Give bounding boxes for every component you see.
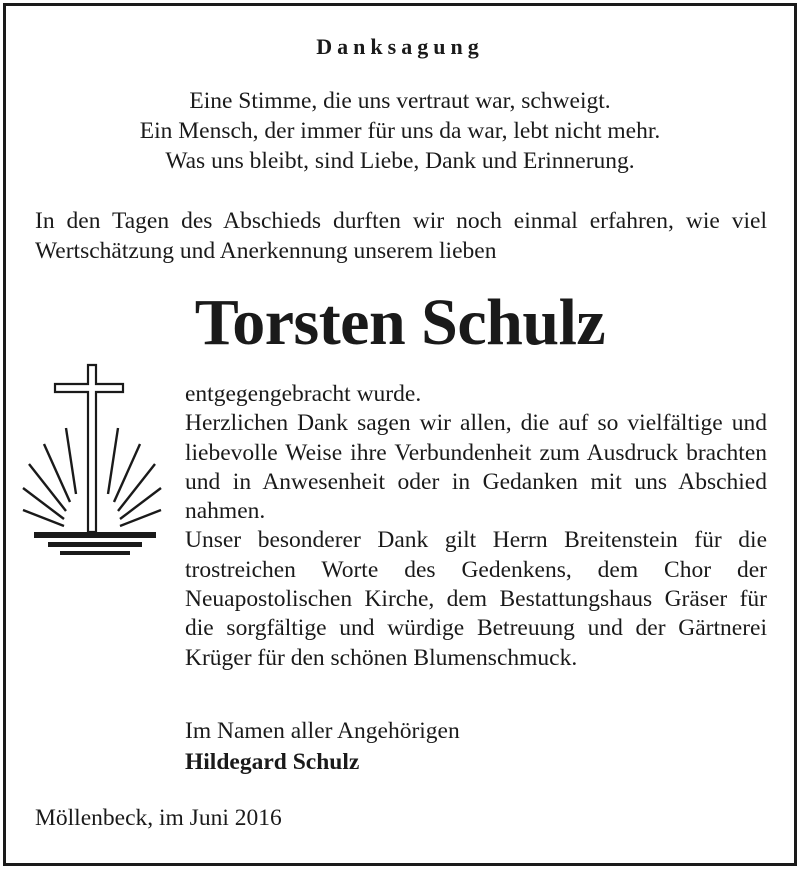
verse-line: Ein Mensch, der immer für uns da war, lebt nicht mehr.: [139, 118, 661, 144]
cross-shape: [55, 365, 123, 532]
water-waves: [34, 532, 156, 555]
verse-line: Was uns bleibt, sind Liebe, Dank und Erinnerung.: [165, 148, 635, 174]
cross-sunrise-icon: [20, 360, 170, 560]
body-paragraph: Unser besonderer Dank gilt Herrn Breitenstein für die trostreichen Worte des Gedenkens, dem Chor der Neuapostolischen Kirche, dem Bestattungshaus Gräser für die sorgfältige und würdige Betreuung und der Gärtnerei Krüger für den schönen Blumenschmuck.: [185, 527, 767, 671]
sun-rays-right: [108, 428, 161, 526]
body-paragraph: entgegengebracht wurde.: [185, 381, 422, 407]
intro-paragraph: In den Tagen des Abschieds durften wir noch einmal erfahren, wie viel Wertschätzung und Anerkennung unserem lieben: [35, 208, 767, 264]
sun-rays-left: [23, 428, 76, 526]
body-paragraph: Herzlichen Dank sagen wir allen, die auf so vielfältige und liebevolle Weise ihre Verbundenheit zum Ausdruck brachten und in Anwesenheit oder in Gedanken mit uns Abschied nahmen.: [185, 410, 767, 525]
signature-name: Hildegard Schulz: [185, 749, 360, 775]
notice-heading: Danksagung: [316, 34, 484, 59]
verse-line: Eine Stimme, die uns vertraut war, schweigt.: [189, 88, 611, 114]
deceased-name: Torsten Schulz: [194, 286, 606, 359]
signature-intro: Im Namen aller Angehörigen: [185, 718, 460, 744]
thanks-body: [185, 380, 767, 673]
memorial-verse: [0, 86, 800, 176]
place-date: Möllenbeck, im Juni 2016: [35, 805, 282, 831]
